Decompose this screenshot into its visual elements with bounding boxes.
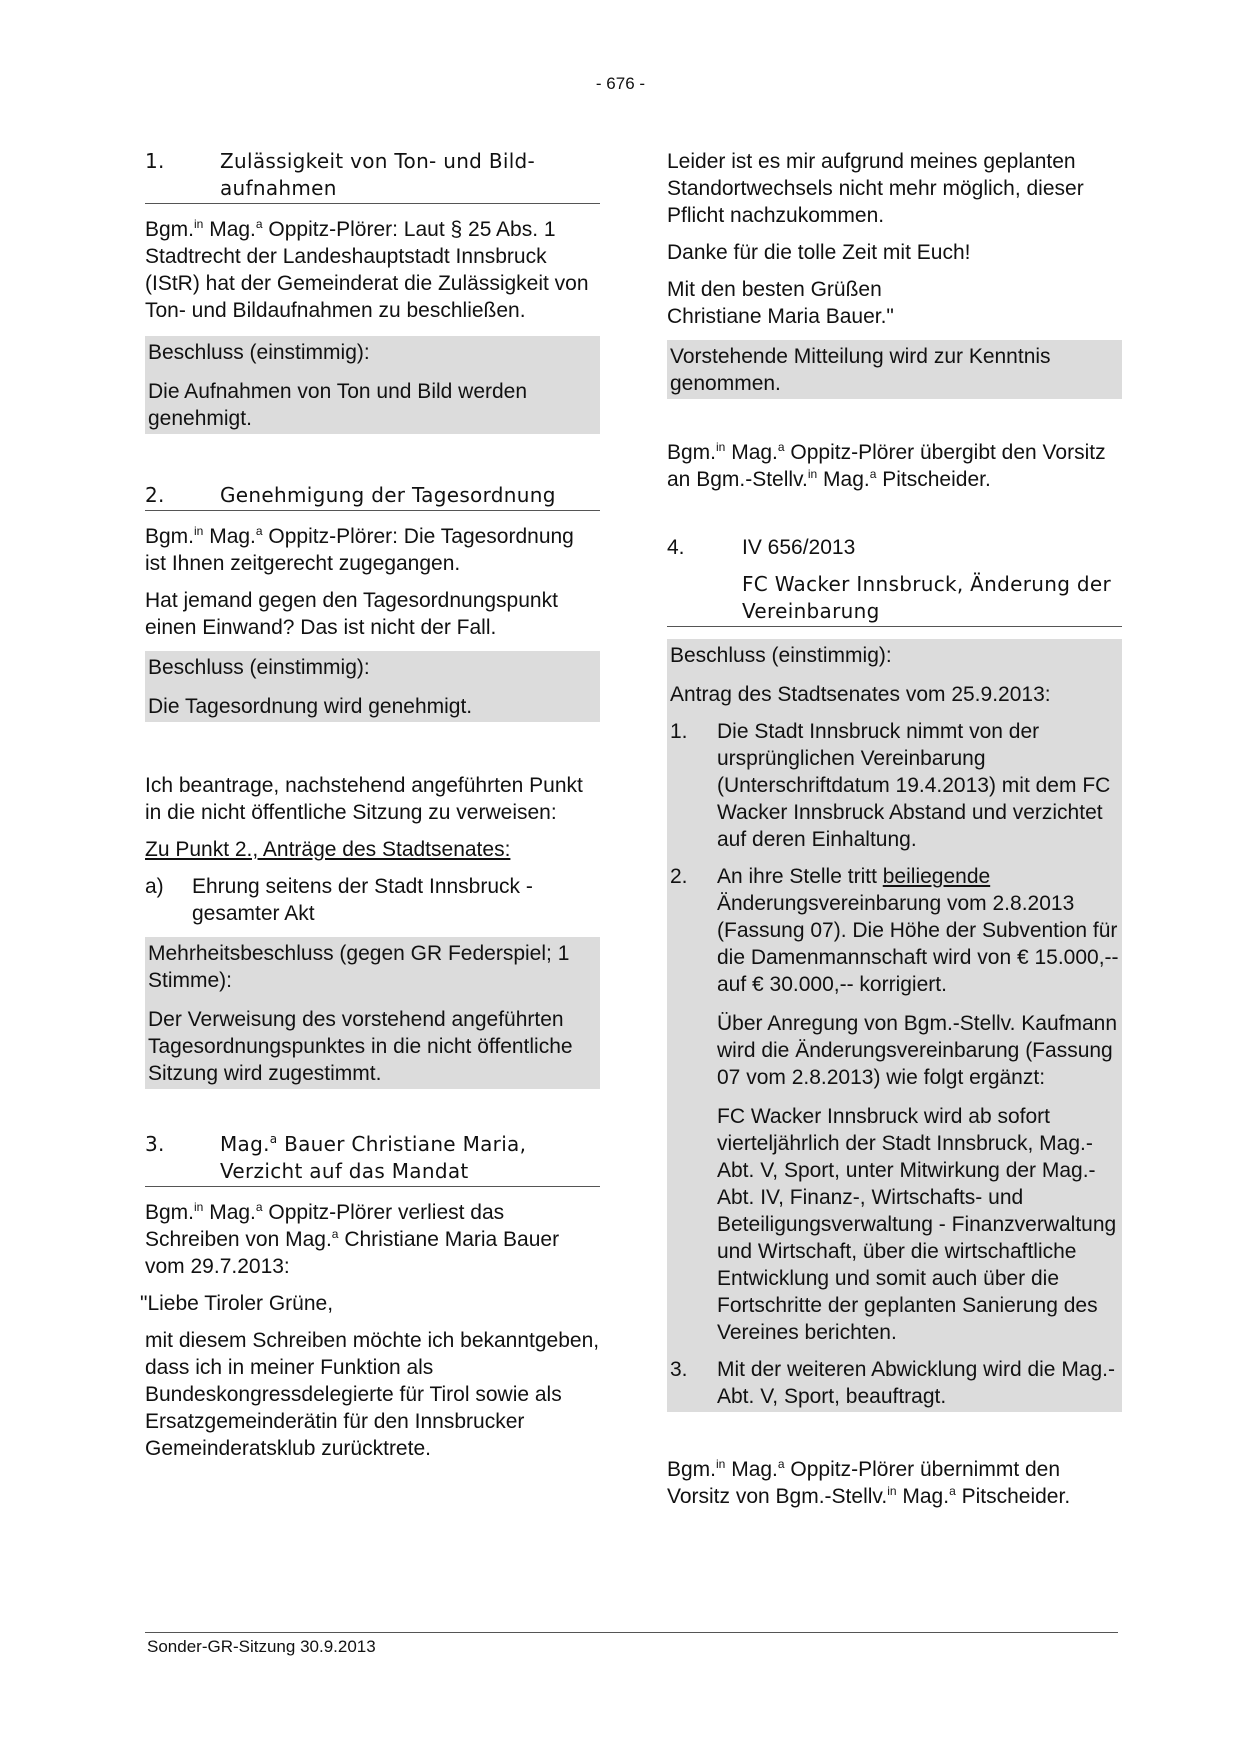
section-3-number: 3. bbox=[145, 1132, 165, 1156]
section-4-number: 4. bbox=[667, 536, 685, 559]
section-4-motion: Antrag des Stadtsenates vom 25.9.2013: bbox=[670, 683, 1051, 706]
resolution-item-2-number: 2. bbox=[670, 865, 688, 888]
resolution-item-1-text: Die Stadt Innsbruck nimmt von der ursprünglichen Vereinbarung (Unterschriftdatum 19.4.2013) mit dem FC Wacker Innsbruck Abstand und verzichtet auf deren Einhaltung. bbox=[717, 720, 1111, 851]
resolution-item-3 bbox=[670, 1356, 1119, 1410]
resolution-item-2-supplement: FC Wacker Innsbruck wird ab sofort vierteljährlich der Stadt Innsbruck, Mag.-Abt. V, Sport, unter Mitwirkung der Mag.-Abt. IV, Finanz-, Wirtschafts- und Beteiligungsverwaltung - Finanzverwaltung und Wirtschaft, über die wirtschaftliche Entwicklung und somit auch über die Fortschritte der geplanten Sanierung des Vereines berichten. bbox=[717, 1105, 1117, 1344]
resolution-item-3-text: Mit der weiteren Abwicklung wird die Mag.-Abt. V, Sport, beauftragt. bbox=[717, 1358, 1115, 1408]
section-4-resolution-box bbox=[667, 639, 1122, 1412]
section-3-title: Mag.$^a$ Bauer Christiane Maria, Verzicht auf das Mandat bbox=[220, 1132, 527, 1183]
resolution-item-3-number: 3. bbox=[670, 1358, 688, 1381]
section-1-beschluss: Beschluss (einstimmig): bbox=[148, 341, 370, 364]
section-4-heading bbox=[667, 571, 1122, 627]
section-4-reference: IV 656/2013 bbox=[742, 536, 856, 559]
section-2-number: 2. bbox=[145, 483, 165, 507]
letter-closing: Mit den besten Grüßen Christiane Maria Bauer." bbox=[667, 278, 894, 328]
chair-handover: Bgm.$^{in}$ Mag.$^a$ Oppitz-Plörer übergibt den Vorsitz an Bgm.-Stellv.$^{in}$ Mag.$^a$ Pitscheider. bbox=[667, 440, 1106, 491]
footer-rule bbox=[145, 1632, 1118, 1633]
motion-text: Ich beantrage, nachstehend angeführten Punkt in die nicht öffentliche Sitzung zu verweisen: bbox=[145, 774, 583, 824]
majority-resolution-box bbox=[145, 937, 600, 1089]
footer-text: Sonder-GR-Sitzung 30.9.2013 bbox=[147, 1637, 376, 1656]
section-1-resolution-box bbox=[145, 336, 600, 434]
resolution-item-1 bbox=[670, 718, 1119, 853]
resolution-item-2-text: An ihre Stelle tritt beiliegende Änderungsvereinbarung vom 2.8.2013 (Fassung 07). Die Höhe der Subvention für die Damenmannschaft wird von € 15.000,-- auf € 30.000,-- korrigiert. bbox=[717, 865, 1119, 996]
majority-resolution: Mehrheitsbeschluss (gegen GR Federspiel; 1 Stimme): bbox=[148, 942, 570, 992]
letter-greeting: "Liebe Tiroler Grüne, bbox=[140, 1292, 334, 1315]
zu-punkt-heading: Zu Punkt 2., Anträge des Stadtsenates: bbox=[145, 838, 511, 861]
section-4-title: FC Wacker Innsbruck, Änderung der Vereinbarung bbox=[742, 572, 1111, 623]
left-column bbox=[140, 148, 600, 1462]
section-2-resolution-box bbox=[145, 651, 600, 722]
right-column bbox=[667, 148, 1122, 1510]
section-1-title: Zulässigkeit von Ton- und Bild-aufnahmen bbox=[220, 149, 536, 200]
section-2-question: Hat jemand gegen den Tagesordnungspunkt einen Einwand? Das ist nicht der Fall. bbox=[145, 589, 558, 639]
acknowledgement-box bbox=[667, 340, 1122, 399]
chair-resumption: Bgm.$^{in}$ Mag.$^a$ Oppitz-Plörer übernimmt den Vorsitz von Bgm.-Stellv.$^{in}$ Mag.$^a$ Pitscheider. bbox=[667, 1457, 1071, 1508]
section-2-statement: Bgm.$^{in}$ Mag.$^a$ Oppitz-Plörer: Die Tagesordnung ist Ihnen zeitgerecht zugegangen. bbox=[145, 524, 574, 575]
section-3-heading bbox=[145, 1131, 600, 1187]
page-number: - 676 - bbox=[595, 74, 646, 93]
section-1-number: 1. bbox=[145, 149, 165, 173]
section-3-statement: Bgm.$^{in}$ Mag.$^a$ Oppitz-Plörer verliest das Schreiben von Mag.$^a$ Christiane Maria Bauer vom 29.7.2013: bbox=[145, 1200, 560, 1278]
referral-result: Der Verweisung des vorstehend angeführten Tagesordnungspunktes in die nicht öffentliche Sitzung wird zugestimmt. bbox=[148, 1008, 573, 1085]
section-2-heading bbox=[145, 482, 600, 511]
acknowledgement: Vorstehende Mitteilung wird zur Kenntnis genommen. bbox=[670, 345, 1051, 395]
section-4-reference-line bbox=[667, 534, 1122, 561]
section-1-statement: Bgm.$^{in}$ Mag.$^a$ Oppitz-Plörer: Laut § 25 Abs. 1 Stadtrecht der Landeshauptstadt Innsbruck (IStR) hat der Gemeinderat die Zulässigkeit von Ton- und Bildaufnahmen zu beschließen. bbox=[145, 217, 589, 322]
resolution-item-2-amendment: Über Anregung von Bgm.-Stellv. Kaufmann wird die Änderungsvereinbarung (Fassung 07 vom 2.8.2013) wie folgt ergänzt: bbox=[717, 1012, 1117, 1089]
letter-thanks: Danke für die tolle Zeit mit Euch! bbox=[667, 241, 971, 264]
section-2-result: Die Tagesordnung wird genehmigt. bbox=[148, 695, 473, 718]
section-2-title: Genehmigung der Tagesordnung bbox=[220, 483, 556, 507]
section-1-result: Die Aufnahmen von Ton und Bild werden genehmigt. bbox=[148, 380, 528, 430]
letter-continuation: Leider ist es mir aufgrund meines geplanten Standortwechsels nicht mehr möglich, dieser Pflicht nachzukommen. bbox=[667, 150, 1084, 227]
section-1-heading bbox=[145, 148, 600, 204]
resolution-item-1-number: 1. bbox=[670, 720, 688, 743]
list-item-a-marker: a) bbox=[145, 875, 164, 898]
section-4-beschluss: Beschluss (einstimmig): bbox=[670, 644, 892, 667]
section-2-beschluss: Beschluss (einstimmig): bbox=[148, 656, 370, 679]
list-item-a-text: Ehrung seitens der Stadt Innsbruck - gesamter Akt bbox=[192, 875, 533, 925]
resolution-item-2 bbox=[670, 863, 1119, 1346]
letter-body: mit diesem Schreiben möchte ich bekanntgeben, dass ich in meiner Funktion als Bundeskongressdelegierte für Tirol sowie als Ersatzgemeinderätin für den Innsbrucker Gemeinderatsklub zurücktrete. bbox=[145, 1329, 600, 1460]
list-item-a bbox=[145, 873, 600, 927]
